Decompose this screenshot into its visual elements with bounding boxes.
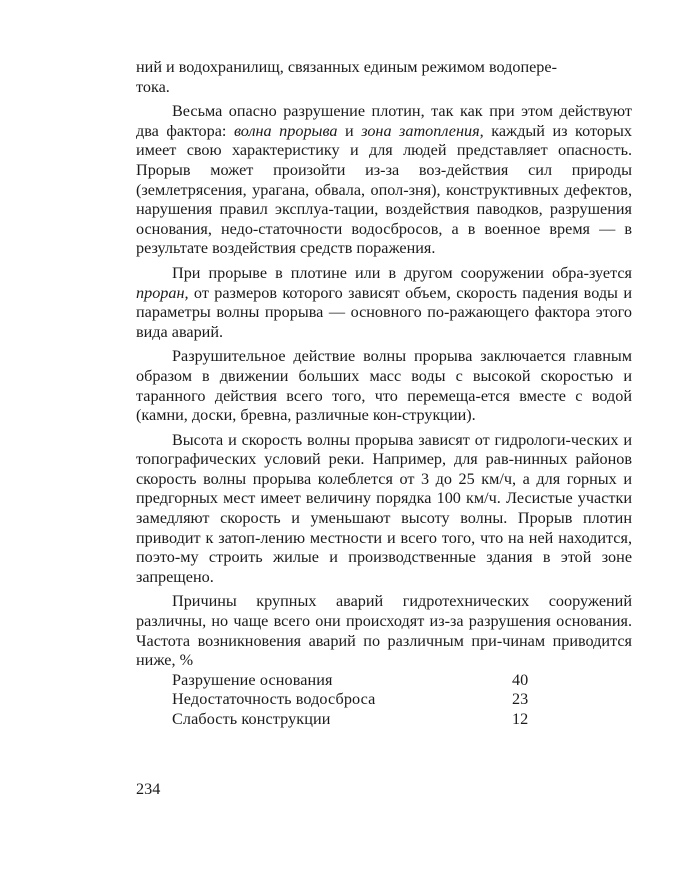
cause-row [172, 710, 542, 730]
paragraph [136, 58, 632, 97]
italic-term: зона затопления, [361, 121, 484, 140]
cause-value: 40 [512, 670, 529, 689]
cause-row [172, 690, 542, 710]
italic-term: проран, [136, 283, 189, 302]
cause-label: Разрушение основания [172, 670, 333, 689]
paragraph-text: Причины крупных аварий гидротехнических сооружений различны, но чаще всего они происходят из-за разрушения основания. Частота возникновения аварий по различным при-чинам приводится ниже, % [136, 592, 632, 670]
paragraph [136, 347, 632, 425]
paragraphs-container [136, 58, 632, 671]
paragraph-text: Весьма опасно разрушение плотин, так как при этом действуют два фактора: [136, 102, 632, 140]
cause-row [172, 671, 542, 691]
italic-term: волна прорыва [233, 121, 338, 140]
paragraph [136, 592, 632, 670]
paragraph-text: и [337, 121, 362, 140]
page-number: 234 [136, 780, 161, 798]
cause-value: 12 [512, 710, 529, 728]
paragraph-text: от размеров которого зависят объем, скорость падения воды и параметры волны прорыва — основного по-ражающего фактора этого вида аварий. [136, 283, 632, 341]
paragraph [136, 431, 632, 588]
paragraph [136, 264, 632, 342]
paragraph-text: каждый из которых имеет свою характеристику и для людей представляет опасность. Прорыв может произойти из-за воз-действия сил природы (землетрясения, урагана, обвала, опол-зня), конструктивных дефектов, нарушения правил эксплуа-тации, воздействия паводков, разрушения основания, недо-статочности водосбросов, а в военное время — в результате воздействия средств поражения. [136, 121, 632, 258]
cause-value: 23 [512, 690, 529, 709]
paragraph [136, 102, 632, 259]
cause-label: Слабость конструкции [172, 710, 331, 728]
cause-label: Недостаточность водосброса [172, 690, 376, 709]
paragraph-text: Высота и скорость волны прорыва зависят от гидрологи-ческих и топографических условий реки. Например, для рав-нинных районов скорость волны прорыва колеблется от 3 до 25 км/ч, а для горных и предгорных мест имеет величину порядка 100 км/ч. Лесистые участки замедляют скорость и уменьшают высоту волны. Прорыв плотин приводит к затоп-лению местности и всего того, что на ней находится, поэто-му строить жилые и производственные здания в этой зоне запрещено. [136, 430, 632, 586]
paragraph-text: Разрушительное действие волны прорыва заключается главным образом в движении больших масс воды с высокой скоростью и таранного действия всего того, что перемеща-ется вместе с водой (камни, доски, бревна, различные кон-струкции). [136, 347, 632, 425]
paragraph-text: При прорыве в плотине или в другом сооружении обра-зуется [172, 263, 632, 282]
paragraph-text: ний и водохранилищ, связанных единым режимом водопере- тока. [136, 58, 557, 96]
page-text-block [136, 58, 632, 730]
causes-list [172, 671, 542, 730]
